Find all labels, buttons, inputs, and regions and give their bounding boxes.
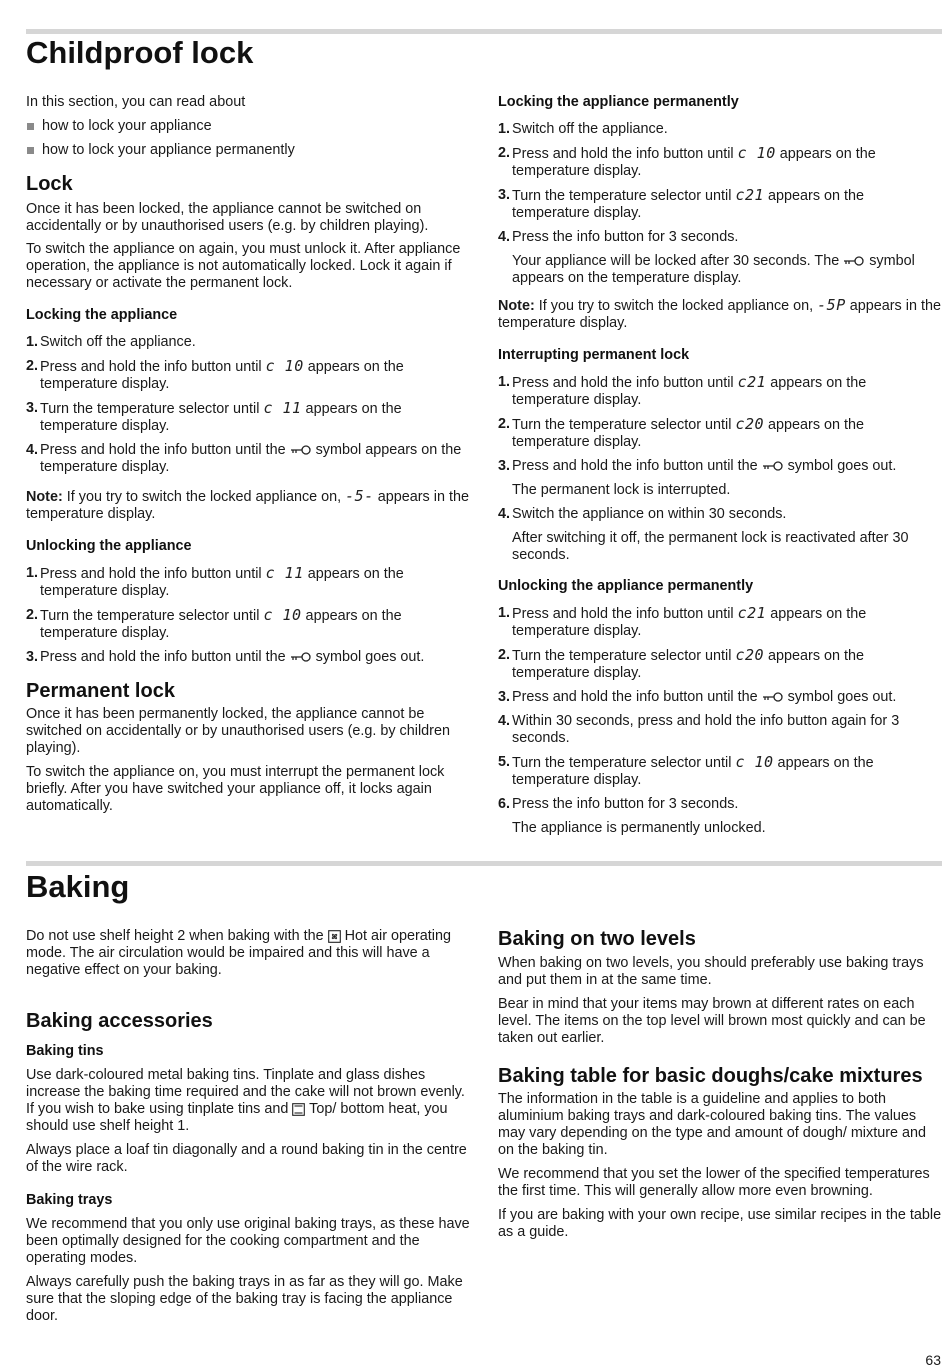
step-item: 4. Within 30 seconds, press and hold the info button again for 3 seconds. — [498, 713, 900, 746]
heading-baking-accessories: Baking accessories — [26, 1010, 213, 1032]
step-item: 2. Turn the temperature selector until c20 appears on the temperature display. — [498, 646, 865, 681]
heading-baking-table: Baking table for basic doughs/cake mixtures — [498, 1065, 923, 1087]
locking-steps — [26, 334, 471, 476]
display-code: c 10 — [735, 753, 774, 771]
unlocking-permanently-steps — [498, 605, 943, 837]
key-icon — [290, 652, 312, 662]
display-code: c 11 — [263, 399, 302, 417]
heading-locking-permanently: Locking the appliance permanently — [498, 94, 739, 110]
display-code: c20 — [735, 415, 765, 433]
note-text: Note: If you try to switch the locked appliance on, -5P appears in the temperature display. — [498, 296, 941, 331]
heading-unlocking-permanently: Unlocking the appliance permanently — [498, 578, 754, 594]
childproof-left-column — [26, 94, 471, 815]
locking-permanently-steps — [498, 121, 943, 287]
two-levels-paragraph: Bear in mind that your items may brown at different rates on each level. The items on the top level will brown most quickly and can be taken out earlier. — [498, 996, 926, 1046]
step-item: 6. Press the info button for 3 seconds. The appliance is permanently unlocked. — [498, 796, 943, 837]
step-result: The appliance is permanently unlocked. — [512, 820, 766, 836]
step-item: 2. Turn the temperature selector until c20 appears on the temperature display. — [498, 415, 865, 450]
step-result: Your appliance will be locked after 30 seconds. The symbol appears on the temperature display. — [512, 253, 915, 286]
display-code: c 10 — [265, 357, 304, 375]
step-item: 2. Press and hold the info button until c 10 appears on the temperature display. — [498, 144, 876, 179]
step-item: 3. Press and hold the info button until the symbol goes out. — [26, 649, 425, 665]
key-icon — [290, 445, 312, 455]
bullet-item: how to lock your appliance permanently — [26, 142, 471, 159]
heading-unlocking-appliance: Unlocking the appliance — [26, 538, 192, 554]
display-code: c21 — [735, 186, 765, 204]
step-result: After switching it off, the permanent lock is reactivated after 30 seconds. — [512, 530, 909, 563]
baking-left-column — [26, 928, 471, 1325]
display-code: c20 — [735, 646, 765, 664]
section-title-childproof: Childproof lock — [26, 35, 254, 70]
bullet-item: how to lock your appliance — [26, 118, 471, 135]
key-icon — [843, 256, 865, 266]
step-item: 1. Switch off the appliance. — [26, 334, 196, 350]
step-item: 3. Turn the temperature selector until c21 appears on the temperature display. — [498, 186, 865, 221]
step-result: The permanent lock is interrupted. — [512, 482, 731, 498]
baking-tins-paragraph: Always place a loaf tin diagonally and a round baking tin in the centre of the wire rack. — [26, 1142, 467, 1175]
permanent-paragraph: To switch the appliance on, you must interrupt the permanent lock briefly. After you have switched your appliance off, it locks again automatically. — [26, 764, 445, 814]
step-item: 2. Turn the temperature selector until c 10 appears on the temperature display. — [26, 606, 402, 641]
display-code: c 11 — [265, 564, 304, 582]
baking-trays-paragraph: We recommend that you only use original baking trays, as these have been optimally designed for the cooking compartment and the operating modes. — [26, 1216, 470, 1266]
baking-table-paragraph: If you are baking with your own recipe, use similar recipes in the table as a guide. — [498, 1207, 942, 1240]
key-icon — [762, 692, 784, 702]
baking-right-column — [498, 927, 943, 1241]
display-code: c 10 — [263, 606, 302, 624]
baking-trays-paragraph: Always carefully push the baking trays in as far as they will go. Make sure that the sloping edge of the baking tray is facing the appliance door. — [26, 1274, 463, 1324]
childproof-right-column — [498, 94, 943, 844]
step-item: 5. Turn the temperature selector until c 10 appears on the temperature display. — [498, 753, 874, 788]
step-item: 4. Press the info button for 3 seconds. Your appliance will be locked after 30 seconds. The symbol appears on the temperature display. — [498, 229, 943, 287]
lock-paragraph: To switch the appliance on again, you must unlock it. After appliance operation, the appliance is not automatically locked. Lock it again if necessary or activate the permanent lock. — [26, 241, 461, 291]
heading-two-levels: Baking on two levels — [498, 928, 696, 950]
step-item: 4. Switch the appliance on within 30 seconds. After switching it off, the permanent lock is reactivated after 30 seconds. — [498, 506, 943, 564]
display-code: c21 — [737, 604, 767, 622]
permanent-paragraph: Once it has been permanently locked, the appliance cannot be switched on accidentally or by unauthorised users (e.g. by children playing). — [26, 706, 450, 756]
heading-baking-tins: Baking tins — [26, 1043, 104, 1059]
section-rule — [26, 29, 942, 34]
top-bottom-heat-icon — [292, 1103, 305, 1116]
unlocking-steps — [26, 565, 471, 666]
interrupting-steps — [498, 374, 943, 564]
step-item: 2. Press and hold the info button until c 10 appears on the temperature display. — [26, 357, 404, 392]
step-item: 1. Press and hold the info button until c21 appears on the temperature display. — [498, 373, 867, 408]
lock-paragraph: Once it has been locked, the appliance cannot be switched on accidentally or by unauthorised users (e.g. by children playing). — [26, 201, 429, 234]
step-item: 3. Press and hold the info button until the symbol goes out. — [498, 689, 897, 705]
baking-intro: Do not use shelf height 2 when baking with the Hot air operating mode. The air circulation would be impaired and this will have a negative effect on your baking. — [26, 928, 451, 978]
heading-interrupting: Interrupting permanent lock — [498, 347, 690, 363]
intro-text: In this section, you can read about — [26, 94, 246, 110]
intro-bullet-list — [26, 118, 471, 159]
section-title-baking: Baking — [26, 869, 130, 904]
step-item: 1. Press and hold the info button until c21 appears on the temperature display. — [498, 604, 867, 639]
key-icon — [762, 461, 784, 471]
note-text: Note: If you try to switch the locked appliance on, -5- appears in the temperature display. — [26, 487, 469, 522]
section-rule — [26, 861, 942, 866]
step-item: 1. Press and hold the info button until c 11 appears on the temperature display. — [26, 564, 404, 599]
heading-lock: Lock — [26, 173, 73, 195]
step-item: 3. Turn the temperature selector until c 11 appears on the temperature display. — [26, 399, 402, 434]
display-code: c21 — [737, 373, 767, 391]
page-number: 63 — [925, 1352, 941, 1368]
two-levels-paragraph: When baking on two levels, you should preferably use baking trays and put them in at the same time. — [498, 955, 924, 988]
step-item: 3. Press and hold the info button until the symbol goes out. The permanent lock is interrupted. — [498, 458, 943, 499]
baking-table-paragraph: The information in the table is a guideline and applies to both aluminium baking trays and dark-coloured baking tins. The values may vary depending on the type and amount of dough/ mixture and on the baking tin. — [498, 1091, 927, 1158]
hot-air-icon — [328, 930, 341, 943]
baking-table-paragraph: We recommend that you set the lower of the specified temperatures the first time. This will generally allow more even browning. — [498, 1166, 930, 1199]
display-code: -5- — [345, 487, 374, 505]
step-item: 1. Switch off the appliance. — [498, 121, 668, 137]
baking-tins-paragraph: Use dark-coloured metal baking tins. Tinplate and glass dishes increase the baking time required and the cake will not brown evenly. If you wish to bake using tinplate tins and Top/ bottom heat, you should use shelf height 1. — [26, 1067, 465, 1134]
heading-locking-appliance: Locking the appliance — [26, 307, 178, 323]
heading-baking-trays: Baking trays — [26, 1192, 113, 1208]
step-item: 4. Press and hold the info button until the symbol appears on the temperature display. — [26, 442, 462, 475]
display-code: c 10 — [737, 144, 776, 162]
heading-permanent-lock: Permanent lock — [26, 680, 175, 702]
display-code: -5P — [817, 296, 846, 314]
